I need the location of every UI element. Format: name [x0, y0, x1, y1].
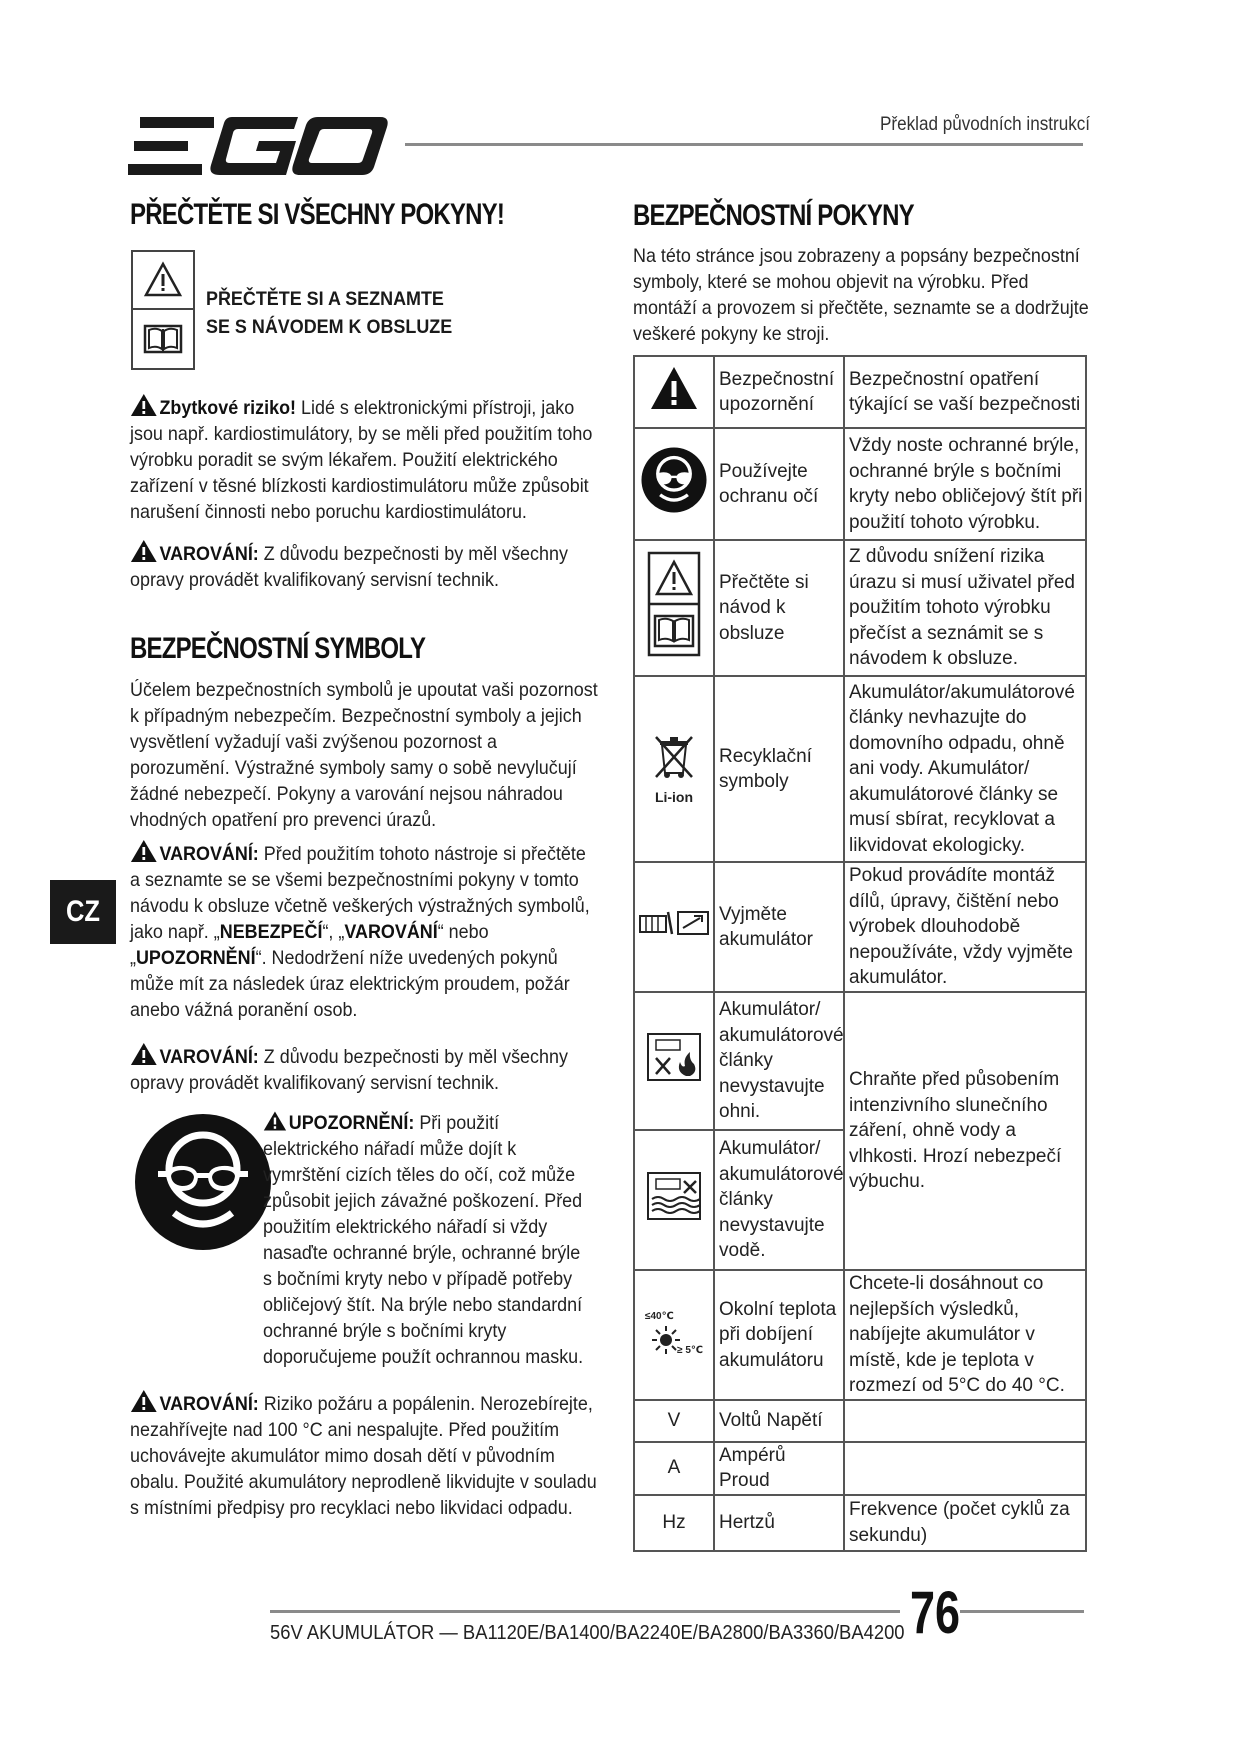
symbol-name: Recyklační symboly	[714, 676, 844, 862]
table-row	[634, 1495, 1086, 1551]
warning-triangle-icon	[649, 365, 699, 411]
symbol-cell	[634, 1270, 714, 1400]
warning-triangle-icon	[130, 839, 158, 863]
warning-repairs-paragraph-2: VAROVÁNÍ: Z důvodu bezpečnosti by měl všechny opravy provádět kvalifikovaný servisní technik.	[130, 1042, 600, 1096]
recycle-bin-icon	[652, 733, 696, 781]
symbol-cell	[634, 862, 714, 992]
symbol-cell	[634, 992, 714, 1130]
table-row	[634, 428, 1086, 540]
symbol-cell	[634, 356, 714, 428]
warning-triangle-icon	[130, 1042, 158, 1066]
eye-protection-icon	[134, 1113, 272, 1251]
symbol-name: Voltů Napětí	[714, 1400, 844, 1442]
footer-rule-right	[960, 1610, 1084, 1613]
page-number: 76	[910, 1579, 961, 1646]
warning-triangle-icon	[130, 1389, 158, 1413]
footer-rule	[270, 1610, 900, 1613]
unit-symbol: Hz	[634, 1495, 714, 1551]
no-water-icon	[646, 1171, 702, 1221]
book-icon	[133, 308, 193, 366]
symbol-description: Akumulátor/akumulátorové články nevhazujte do domovního odpadu, ohně ani vody. Akumulátor/ akumulátorové články se musí sbírat, recyklovat a likvidovat ekologicky.	[844, 676, 1086, 862]
safety-instructions-title: BEZPEČNOSTNÍ POKYNY	[633, 199, 914, 232]
no-fire-icon	[646, 1032, 702, 1082]
warning-triangle-icon	[130, 393, 158, 417]
safety-symbols-table	[633, 355, 1087, 1552]
symbol-name: Okolní teplota při dobíjení akumulátoru	[714, 1270, 844, 1400]
unit-symbol: V	[634, 1400, 714, 1442]
symbol-description	[844, 1442, 1086, 1495]
symbol-cell	[634, 540, 714, 676]
table-row	[634, 540, 1086, 676]
symbol-description: Vždy noste ochranné brýle, ochranné brýle s bočními kryty nebo obličejový štít při použití tohoto výrobku.	[844, 428, 1086, 540]
symbol-name: Akumulátor/ akumulátorové články nevystavujte vodě.	[714, 1130, 844, 1270]
symbol-name: Používejte ochranu očí	[714, 428, 844, 540]
symbol-name: Bezpečnostní upozornění	[714, 356, 844, 428]
symbol-description: Chraňte před působením intenzivního slunečního záření, ohně vody a vlhkosti. Hrozí nebezpečí výbuchu.	[844, 992, 1086, 1270]
symbol-description: Z důvodu snížení rizika úrazu si musí uživatel před použitím tohoto výrobku přečíst a seznámit se s návodem k obsluze.	[844, 540, 1086, 676]
table-row	[634, 1270, 1086, 1400]
safety-instructions-intro: Na této stránce jsou zobrazeny a popsány bezpečnostní symboly, které se mohou objevit na výrobku. Před montáží a provozem si přečtěte, seznamte se a dodržujte veškeré pokyny ke stroji.	[633, 245, 1089, 345]
safety-symbols-paragraph: Účelem bezpečnostních symbolů je upoutat vaši pozornost k případným nebezpečím. Bezpečnostní symboly a jejich vysvětlení vyžadují vaši zvýšenou pozornost a porozumění. Výstražné symboly samy o sobě nevylučují žádné nebezpečí. Pokyny a varování nejsou náhradou vhodných opatření pro prevenci úrazů.	[130, 679, 598, 831]
symbol-description: Bezpečnostní opatření týkající se vaší bezpečnosti	[844, 356, 1086, 428]
symbol-cell	[634, 428, 714, 540]
table-row	[634, 676, 1086, 862]
manual-symbol-box	[131, 250, 195, 370]
symbol-name: Přečtěte si návod k obsluze	[714, 540, 844, 676]
symbol-name: Akumulátor/ akumulátorové články nevystavujte ohni.	[714, 992, 844, 1130]
warning-triangle-icon	[130, 539, 158, 563]
charging-temperature-icon: ≤40℃ ≥ 5℃	[645, 1310, 703, 1356]
symbol-cell	[634, 676, 714, 862]
ego-logo	[128, 115, 388, 177]
symbol-description	[844, 1400, 1086, 1442]
header-subtitle: Překlad původních instrukcí	[880, 114, 1091, 135]
warning-triangle-icon	[133, 252, 193, 308]
warning-repairs-paragraph: VAROVÁNÍ: Z důvodu bezpečnosti by měl všechny opravy provádět kvalifikovaný servisní technik.	[130, 539, 600, 593]
warning-fire-paragraph: VAROVÁNÍ: Riziko požáru a popálenin. Nerozebírejte, nezahřívejte nad 100 °C ani nespalujte. Před použitím uchovávejte akumulátor mimo dosah dětí v původním obalu. Použité akumulátory neprodleně likvidujte v souladu s místními předpisy pro recyklaci nebo likvidaci odpadu.	[130, 1389, 600, 1521]
symbol-description: Chcete-li dosáhnout co nejlepších výsledků, nabíjejte akumulátor v místě, kde je teplota v rozmezí od 5°C do 40 °C.	[844, 1270, 1086, 1400]
symbol-cell	[634, 1130, 714, 1270]
read-manual-icon	[646, 550, 702, 658]
header-rule	[405, 143, 1083, 146]
table-row	[634, 356, 1086, 428]
symbol-name: Vyjměte akumulátor	[714, 862, 844, 992]
symbol-description: Frekvence (počet cyklů za sekundu)	[844, 1495, 1086, 1551]
table-row	[634, 1400, 1086, 1442]
table-row	[634, 992, 1086, 1130]
table-row	[634, 862, 1086, 992]
safety-symbols-title: BEZPEČNOSTNÍ SYMBOLY	[130, 632, 426, 665]
remove-battery-icon	[638, 906, 710, 940]
eye-protection-icon	[641, 447, 707, 513]
warning-read-all-paragraph: VAROVÁNÍ: Před použitím tohoto nástroje si přečtěte a seznamte se se všemi bezpečnostními pokyny v tomto návodu k obsluze včetně veškerých výstražných symbolů, jako např. „NEBEZPEČÍ“, „VAROVÁNÍ“ nebo „UPOZORNĚNÍ“. Nedodržení níže uvedených pokynů může mít za následek úraz elektrickým proudem, požár anebo vážná poranění osob.	[130, 839, 600, 1023]
footer-product-line: 56V AKUMULÁTOR — BA1120E/BA1400/BA2240E/BA2800/BA3360/BA4200	[270, 1622, 905, 1644]
unit-symbol: A	[634, 1442, 714, 1495]
warning-triangle-icon	[263, 1110, 287, 1132]
table-row	[634, 1442, 1086, 1495]
residual-risk-paragraph: Zbytkové riziko! Lidé s elektronickými přístroji, jako jsou např. kardiostimulátory, by se měli před použitím toho výrobku poradit se svým lékařem. Použití elektrického zařízení v těsné blízkosti kardiostimulátoru může způsobit narušení činnosti nebo poruchu kardiostimulátoru.	[130, 393, 600, 525]
symbol-name: Ampérů Proud	[714, 1442, 844, 1495]
symbol-name: Hertzů	[714, 1495, 844, 1551]
read-manual-text: PŘEČTĚTE SI A SEZNAMTE SE S NÁVODEM K OBSLUZE	[206, 288, 453, 338]
read-all-title: PŘEČTĚTE SI VŠECHNY POKYNY!	[130, 198, 505, 231]
caution-eye-paragraph: UPOZORNĚNÍ: Při použití elektrického nářadí může dojít k vymrštění cizích těles do očí, což může způsobit jejich závažné poškození. Před použitím elektrického nářadí si vždy nasaďte ochranné brýle, ochranné brýle s bočními kryty nebo v případě potřeby obličejový štít. Na brýle nebo standardní ochranné brýle s bočními kryty doporučujeme použít ochrannou masku.	[263, 1112, 584, 1368]
language-tab: CZ	[50, 880, 116, 944]
symbol-description: Pokud provádíte montáž dílů, úpravy, čištění nebo výrobek dlouhodobě nepoužíváte, vždy vyjměte akumulátor.	[844, 862, 1086, 992]
li-ion-label: Li-ion	[654, 788, 694, 805]
